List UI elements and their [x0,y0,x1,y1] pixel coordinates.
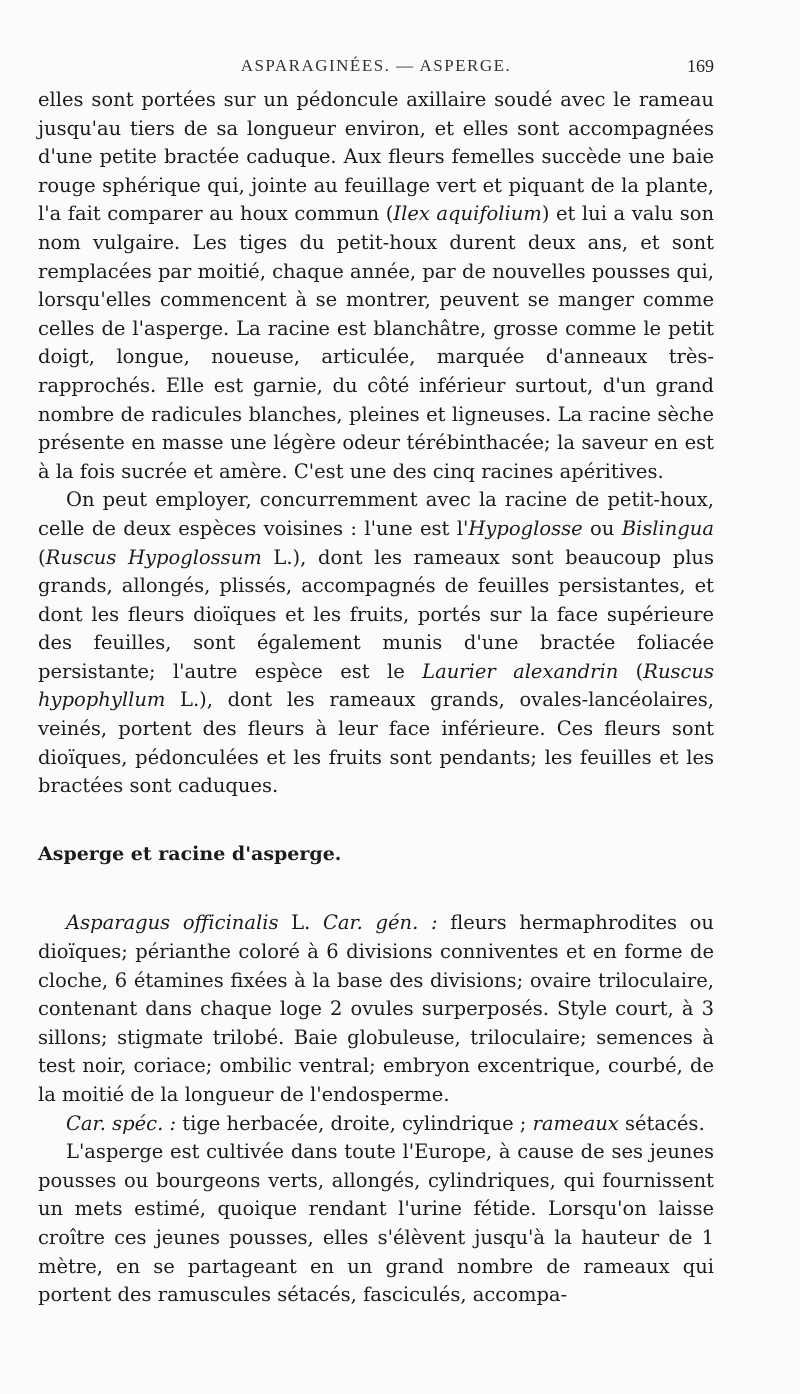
paragraph-related-species [38,486,714,801]
text-run: ou [582,516,622,540]
paragraph-specific-characters [38,1110,714,1139]
species-name: Ruscus Hypoglossum [45,545,262,569]
paragraph-generic-characters [38,909,714,1109]
page-header [38,56,714,80]
species-name: Ilex aquifolium [393,202,542,226]
text-run: ( [38,545,46,569]
running-title: ASPARAGINÉES. — ASPERGE. [240,56,512,75]
text-run: L.), dont les rameaux grands, ovales-lancéolaires, veinés, portent des fleurs à leur face inférieure. Ces fleurs sont dioïques, pédonculées et les fruits sont pendants; les feuilles et les bractées sont caduques. [38,688,714,798]
species-name: Laurier alexandrin [422,659,619,683]
species-name: Asparagus officinalis [66,911,279,935]
species-name: Hypoglosse [468,516,583,540]
section-heading: Asperge et racine d'asperge. [38,842,342,865]
text-run: ) et lui a valu son nom vulgaire. Les tiges du petit-houx durent deux ans, et sont remplacées par moitié, chaque année, par de nouvelles pousses qui, lorsqu'elles commencent à se montrer, peuvent se manger comme celles de l'asperge. La racine est blanchâtre, grosse comme le petit doigt, longue, noueuse, articulée, marquée d'anneaux très-rapprochés. Elle est garnie, du côté inférieur surtout, d'un grand nombre de radicules blanches, pleines et ligneuses. La racine sèche présente en masse une légère odeur térébinthacée; la saveur en est à la fois sucrée et amère. C'est une des cinq racines apéritives. [38,202,715,483]
text-run: fleurs hermaphrodites ou dioïques; périanthe coloré à 6 divisions conniventes et en forme de cloche, 6 étamines fixées à la base des divisions; ovaire triloculaire, contenant dans chaque loge 2 ovules surperposés. Style court, à 3 sillons; stigmate trilobé. Baie globuleuse, triloculaire; semences à test noir, coriace; ombilic ventral; embryon excentrique, courbé, de la moitié de la longueur de l'endosperme. [38,911,714,1106]
label-italic: rameaux [532,1111,619,1135]
body-text [38,86,714,1310]
text-run: tige herbacée, droite, cylindrique ; [176,1111,533,1135]
page-number: 169 [687,56,714,76]
text-run: sétacés. [618,1111,705,1135]
text-run: L.), dont les rameaux sont beaucoup plus grands, allongés, plissés, accompagnés de feuilles persistantes, et dont les fleurs dioïques et les fruits, portés sur la face supérieure des feuilles, sont également munis d'une bractée foliacée persistante; l'autre espèce est le [38,545,714,683]
text-run: On peut employer, concurremment avec la racine de petit-houx, celle de deux espèces voisines : l'une est l' [38,488,714,540]
species-name: Bislingua [621,516,714,540]
species-name: Ruscus hypophyllum [38,659,715,712]
label-italic: Car. spéc. : [66,1111,177,1135]
label-italic: Car. gén. : [322,911,438,935]
text-run: ( [618,659,644,683]
paragraph-cultivation [38,1138,714,1310]
text-run: elles sont portées sur un pédoncule axillaire soudé avec le rameau jusqu'au tiers de sa longueur environ, et elles sont accompagnées d'une petite bractée caduque. Aux fleurs femelles succède une baie rouge sphérique qui, jointe au feuillage vert et piquant de la plante, l'a fait comparer au houx commun ( [38,88,714,226]
text-run: L. [278,911,323,935]
paragraph-petit-houx [38,86,714,486]
text-run: L'asperge est cultivée dans toute l'Europe, à cause de ses jeunes pousses ou bourgeons verts, allongés, cylindriques, qui fournissent un mets estimé, quoique rendant l'urine fétide. Lorsqu'on laisse croître ces jeunes pousses, elles s'élèvent jusqu'à la hauteur de 1 mètre, en se partageant en un grand nombre de rameaux qui portent des ramuscules sétacés, fasciculés, accompa- [38,1140,714,1307]
